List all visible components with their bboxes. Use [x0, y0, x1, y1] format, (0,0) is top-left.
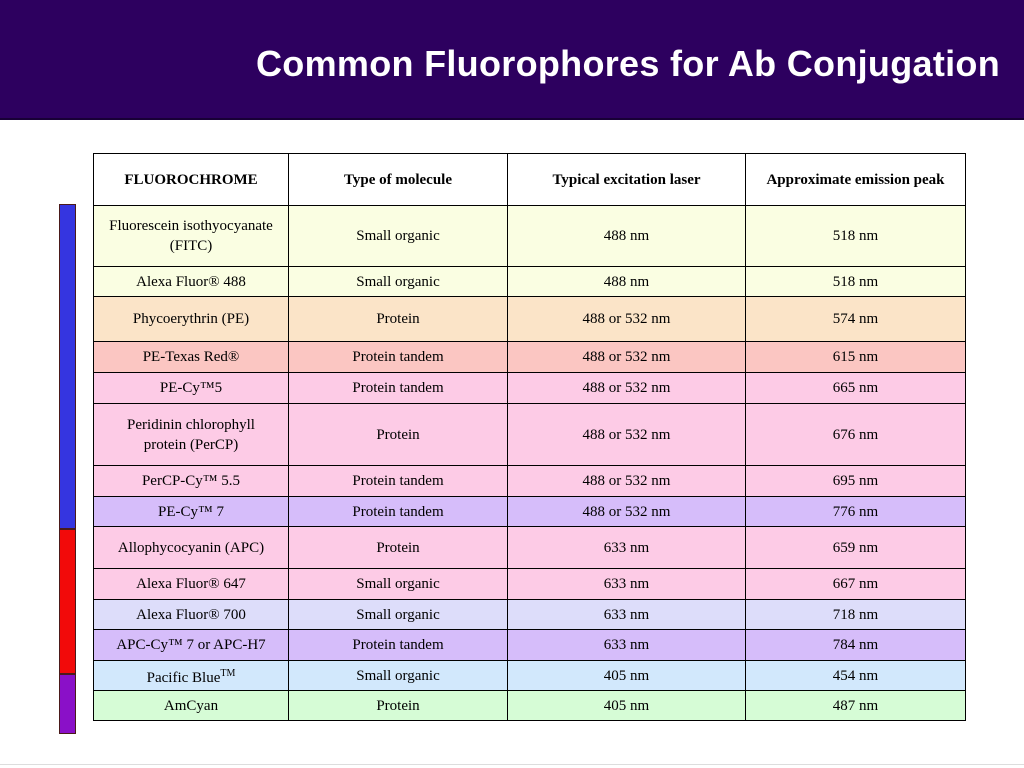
molecule-type-cell: Protein tandem [289, 466, 508, 497]
title-banner [0, 0, 1024, 120]
fluorochrome-cell: AmCyan [94, 691, 289, 721]
laser-bar-488 [59, 204, 76, 529]
fluorophore-table [93, 153, 966, 721]
emission-peak-cell: 487 nm [746, 691, 966, 721]
molecule-type-cell: Protein tandem [289, 373, 508, 404]
footer-divider [0, 764, 1024, 765]
table-row [94, 600, 966, 630]
molecule-type-cell: Small organic [289, 661, 508, 691]
table-row [94, 691, 966, 721]
emission-peak-cell: 518 nm [746, 267, 966, 297]
fluorochrome-cell [94, 661, 289, 691]
excitation-laser-cell: 488 or 532 nm [508, 404, 746, 466]
fluorochrome-cell: Phycoerythrin (PE) [94, 297, 289, 342]
molecule-type-cell: Small organic [289, 600, 508, 630]
fluorochrome-cell: Peridinin chlorophyll protein (PerCP) [94, 404, 289, 466]
excitation-laser-cell: 405 nm [508, 691, 746, 721]
molecule-type-cell: Protein [289, 404, 508, 466]
molecule-type-cell: Small organic [289, 267, 508, 297]
fluorochrome-cell: Allophycocyanin (APC) [94, 527, 289, 569]
fluorochrome-cell: APC-Cy™ 7 or APC-H7 [94, 630, 289, 661]
page-title: Common Fluorophores for Ab Conjugation [256, 43, 1000, 84]
table-row [94, 569, 966, 600]
molecule-type-cell: Protein tandem [289, 342, 508, 373]
emission-peak-cell: 454 nm [746, 661, 966, 691]
emission-peak-cell: 718 nm [746, 600, 966, 630]
excitation-laser-cell: 633 nm [508, 569, 746, 600]
emission-peak-cell: 695 nm [746, 466, 966, 497]
excitation-laser-cell: 488 or 532 nm [508, 297, 746, 342]
fluorochrome-cell: Alexa Fluor® 647 [94, 569, 289, 600]
excitation-laser-cell: 488 or 532 nm [508, 342, 746, 373]
emission-peak-cell: 615 nm [746, 342, 966, 373]
laser-bar-405 [59, 674, 76, 734]
molecule-type-cell: Small organic [289, 569, 508, 600]
fluorochrome-cell: Alexa Fluor® 488 [94, 267, 289, 297]
excitation-laser-cell: 488 or 532 nm [508, 497, 746, 527]
molecule-type-cell: Protein tandem [289, 497, 508, 527]
excitation-laser-cell: 488 nm [508, 206, 746, 267]
trademark-superscript: TM [220, 667, 236, 679]
laser-bar-633 [59, 529, 76, 674]
table-row [94, 373, 966, 404]
table-row [94, 661, 966, 691]
emission-peak-cell: 518 nm [746, 206, 966, 267]
emission-peak-cell: 574 nm [746, 297, 966, 342]
table-row [94, 497, 966, 527]
fluorochrome-cell: PE-Cy™5 [94, 373, 289, 404]
table-row [94, 206, 966, 267]
fluorochrome-cell: PE-Cy™ 7 [94, 497, 289, 527]
molecule-type-cell: Protein [289, 691, 508, 721]
emission-peak-cell: 676 nm [746, 404, 966, 466]
header-excitation-laser: Typical excitation laser [508, 154, 746, 206]
molecule-type-cell: Small organic [289, 206, 508, 267]
table-row [94, 527, 966, 569]
header-fluorochrome: FLUOROCHROME [94, 154, 289, 206]
excitation-laser-cell: 633 nm [508, 630, 746, 661]
header-emission-peak: Approximate emission peak [746, 154, 966, 206]
emission-peak-cell: 665 nm [746, 373, 966, 404]
fluorochrome-cell: PE-Texas Red® [94, 342, 289, 373]
molecule-type-cell: Protein tandem [289, 630, 508, 661]
excitation-laser-cell: 488 or 532 nm [508, 373, 746, 404]
fluorochrome-cell: Alexa Fluor® 700 [94, 600, 289, 630]
excitation-laser-cell: 488 or 532 nm [508, 466, 746, 497]
fluorochrome-cell: Fluorescein isothyocyanate (FITC) [94, 206, 289, 267]
header-type-of-molecule: Type of molecule [289, 154, 508, 206]
emission-peak-cell: 776 nm [746, 497, 966, 527]
molecule-type-cell: Protein [289, 297, 508, 342]
excitation-laser-cell: 405 nm [508, 661, 746, 691]
fluorochrome-name: Pacific Blue [146, 669, 221, 686]
table-row [94, 297, 966, 342]
table-row [94, 404, 966, 466]
table-row [94, 342, 966, 373]
excitation-laser-cell: 488 nm [508, 267, 746, 297]
table-row [94, 466, 966, 497]
table-header-row [94, 154, 966, 206]
fluorochrome-cell: PerCP-Cy™ 5.5 [94, 466, 289, 497]
emission-peak-cell: 659 nm [746, 527, 966, 569]
excitation-laser-cell: 633 nm [508, 527, 746, 569]
emission-peak-cell: 784 nm [746, 630, 966, 661]
molecule-type-cell: Protein [289, 527, 508, 569]
table-row [94, 630, 966, 661]
table-row [94, 267, 966, 297]
emission-peak-cell: 667 nm [746, 569, 966, 600]
excitation-laser-cell: 633 nm [508, 600, 746, 630]
